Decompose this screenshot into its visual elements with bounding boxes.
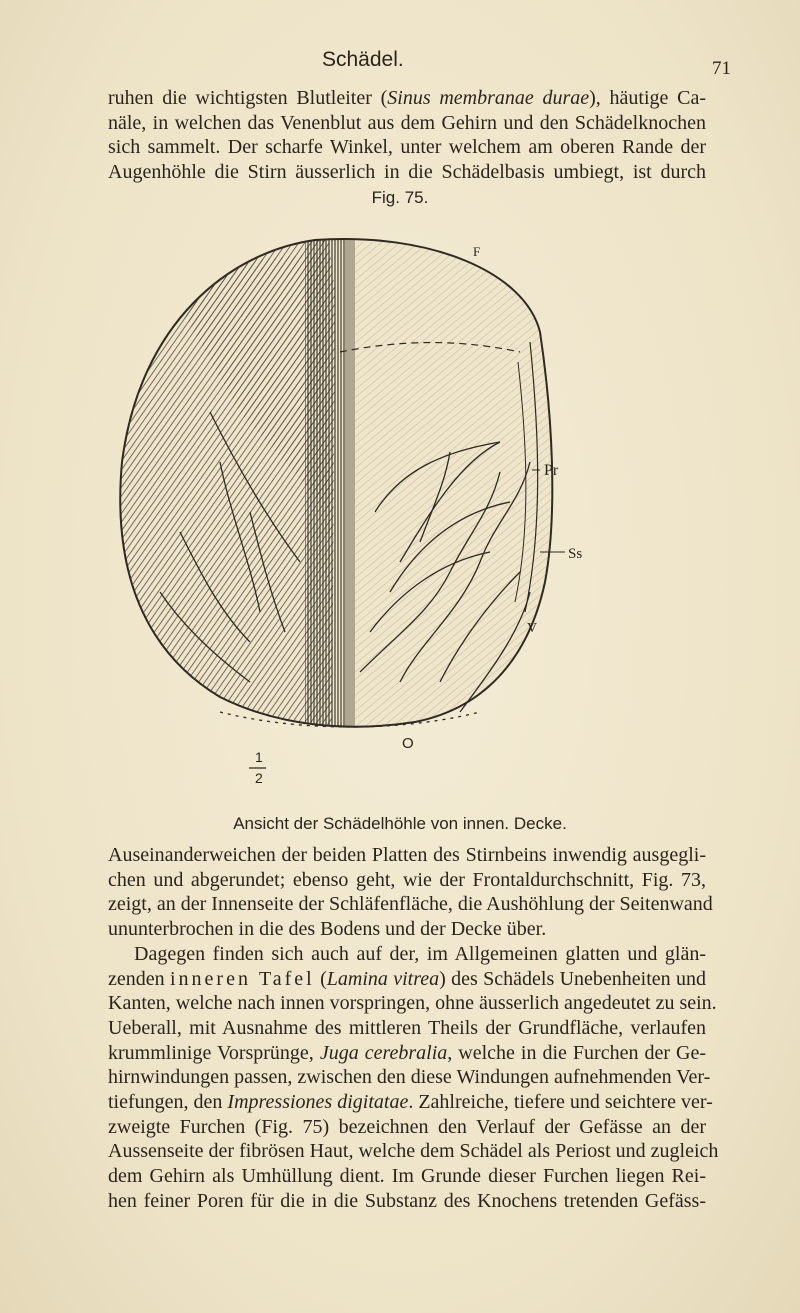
label-F: F: [473, 244, 481, 259]
text-line: dem Gehirn als Umhüllung dient. Im Grunde dieser Furchen liegen Rei-: [108, 1165, 706, 1188]
spaced-term: inneren Tafel: [169, 967, 315, 990]
text-line: chen und abgerundet; ebenso geht, wie der Frontaldurchschnitt, Fig. 73,: [108, 868, 706, 891]
label-Ss: Ss: [568, 546, 583, 562]
text-line: tiefungen, den Impressiones digitatae. Zahlreiche, tiefere und seichtere ver-: [108, 1091, 713, 1114]
top-paragraph: [108, 86, 706, 184]
text-line: krummlinige Vorsprünge, Juga cerebralia, welche in die Furchen der Ge-: [108, 1041, 706, 1064]
latin-term: Juga cerebralia: [319, 1041, 448, 1064]
scale-numerator: 1: [255, 749, 263, 765]
text-line: ruhen die wichtigsten Blutleiter (Sinus membranae durae), häutige Ca-: [108, 87, 706, 109]
scale-denominator: 2: [255, 770, 263, 786]
text-line: Kanten, welche nach innen vorspringen, ohne äusserlich angedeutet zu sein.: [108, 992, 717, 1015]
text-line: ununterbrochen in die des Bodens und der Decke über.: [108, 918, 547, 941]
text-line: hirnwindungen passen, zwischen den diese Windungen aufnehmenden Ver-: [108, 1066, 711, 1089]
latin-term: Lamina vitrea: [326, 967, 440, 990]
label-Pr: Pr: [544, 462, 559, 479]
label-V: V: [527, 621, 538, 636]
label-O: O: [402, 735, 414, 752]
figure-caption: Ansicht der Schädelhöhle von innen. Decke.: [233, 814, 567, 833]
page-number: 71: [712, 58, 731, 79]
text-line: zeigt, an der Innenseite der Schläfenfläche, die Aushöhlung der Seitenwand: [108, 893, 713, 916]
text-line: näle, in welchen das Venenblut aus dem Gehirn und den Schädelknochen: [108, 111, 706, 134]
text-line: Augenhöhle die Stirn äusserlich in die Schädelbasis umbiegt, ist durch: [108, 160, 706, 183]
bottom-text: [108, 843, 719, 1214]
latin-term: Sinus membranae durae: [387, 87, 590, 109]
text-line: Ueberall, mit Ausnahme des mittleren Theils der Grundfläche, verlaufen: [108, 1016, 706, 1039]
text-line: zweigte Furchen (Fig. 75) bezeichnen den Verlauf der Gefässe an der: [108, 1115, 706, 1138]
running-head: [0, 48, 800, 78]
figure-label: Fig. 75.: [371, 188, 429, 207]
text-line: Auseinanderweichen der beiden Platten des Stirnbeins inwendig ausgegli-: [108, 844, 706, 866]
skull-cavity-illustration: [100, 212, 620, 792]
text-line: hen feiner Poren für die in die Substanz des Knochens tretenden Gefäss-: [108, 1189, 706, 1212]
text-line: Dagegen finden sich auch auf der, im Allgemeinen glatten und glän-: [134, 942, 706, 965]
text-line: Aussenseite der fibrösen Haut, welche dem Schädel als Periost und zugleich: [108, 1140, 719, 1163]
running-title: Schädel.: [322, 48, 404, 71]
text-line: zenden inneren Tafel (Lamina vitrea) des Schädels Unebenheiten und: [108, 967, 707, 990]
text-line: sich sammelt. Der scharfe Winkel, unter welchem am oberen Rande der: [108, 136, 706, 159]
latin-term: Impressiones digitatae: [227, 1091, 409, 1114]
